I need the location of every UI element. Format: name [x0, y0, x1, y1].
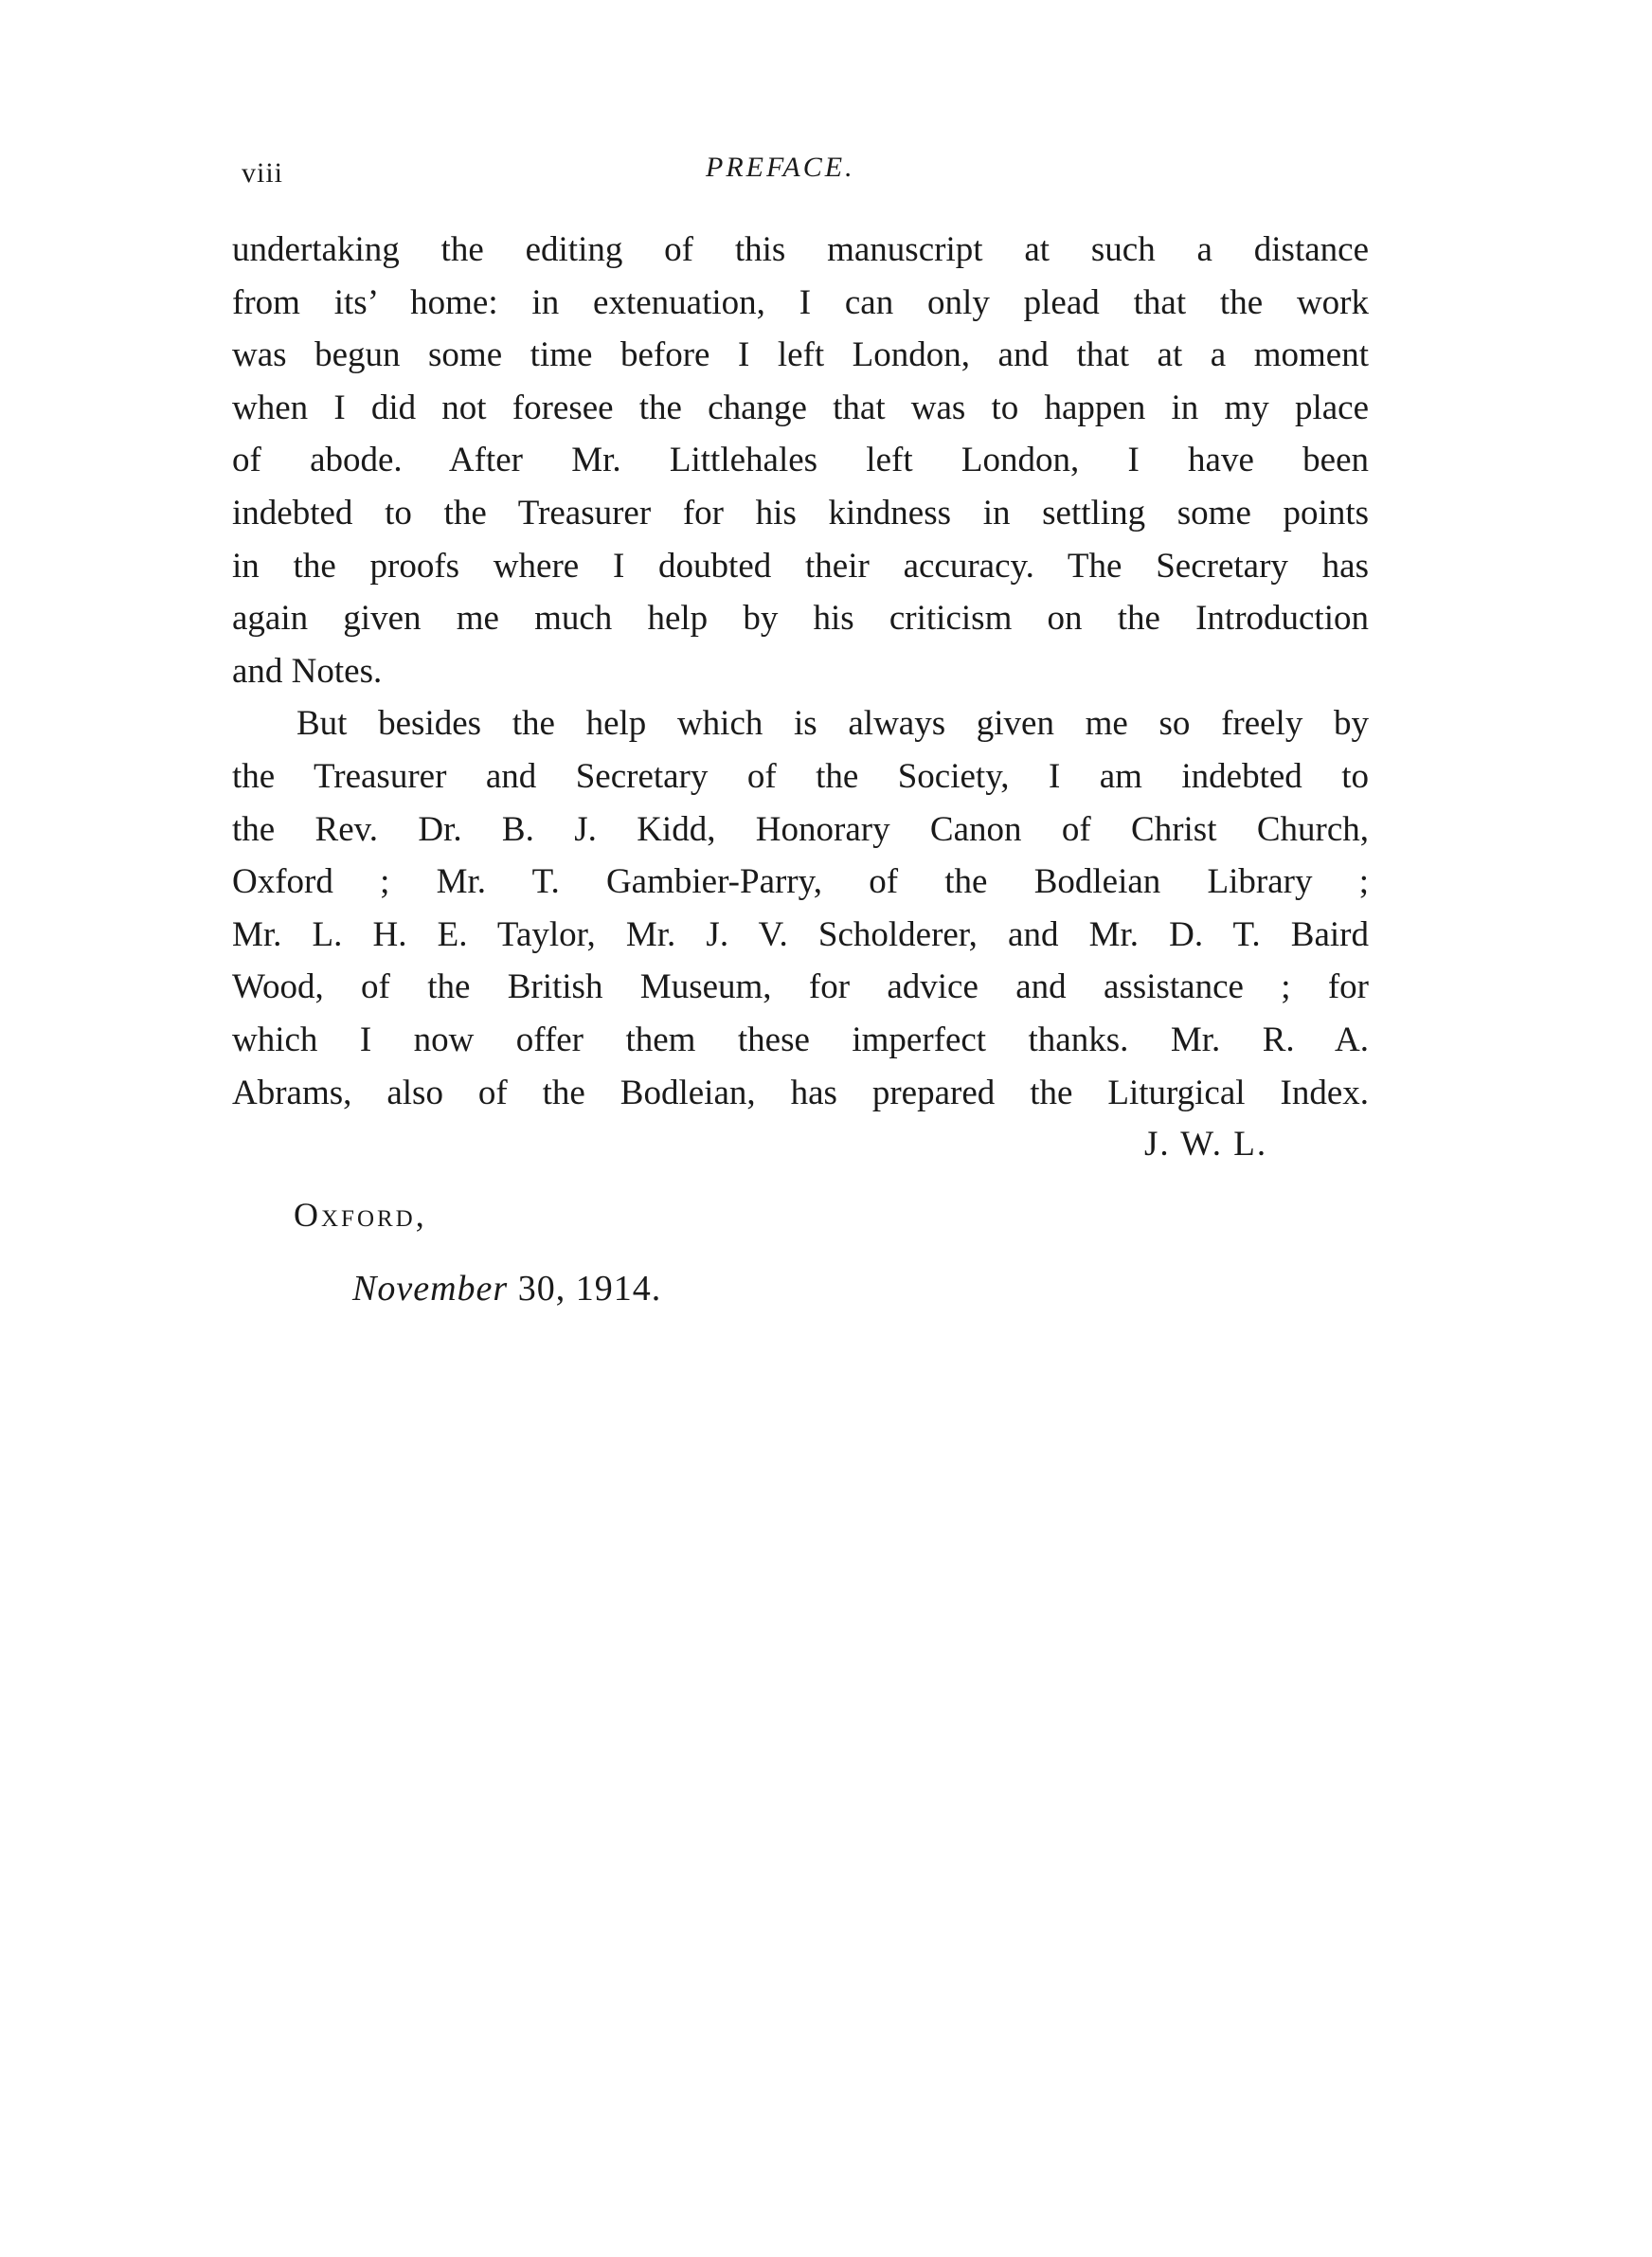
paragraph-2 [232, 697, 1369, 1119]
page-number: viii [242, 157, 284, 189]
date-month: November [352, 1269, 509, 1309]
preface-body [232, 224, 1369, 1119]
date-rest: 30, 1914. [508, 1269, 662, 1309]
text-line: of abode. After Mr. Littlehales left London, I have been [232, 441, 1369, 480]
text-line: indebted to the Treasurer for his kindness in settling some points [232, 493, 1369, 533]
text-line: from its’ home: in extenuation, I can only plead that the work [232, 282, 1369, 322]
page-header [232, 152, 1369, 193]
text-line: undertaking the editing of this manuscript at such a distance [232, 230, 1369, 269]
text-line: Abrams, also of the Bodleian, has prepared the Liturgical Index. [232, 1073, 1369, 1112]
paragraph-1 [232, 224, 1369, 697]
place-line: Oxford, [294, 1196, 427, 1234]
running-title: PREFACE. [706, 152, 855, 183]
text-line: Oxford ; Mr. T. Gambier-Parry, of the Bodleian Library ; [232, 862, 1369, 902]
text-line: and Notes. [232, 651, 383, 691]
date-line [352, 1260, 661, 1317]
text-line: Mr. L. H. E. Taylor, Mr. J. V. Scholderer, and Mr. D. T. Baird [232, 914, 1369, 954]
author-initials: J. W. L. [1144, 1125, 1268, 1164]
text-line: which I now offer them these imperfect thanks. Mr. R. A. [232, 1020, 1369, 1059]
text-line: in the proofs where I doubted their accuracy. The Secretary has [232, 546, 1369, 586]
text-line: was begun some time before I left London, and that at a moment [232, 335, 1369, 375]
text-line: the Rev. Dr. B. J. Kidd, Honorary Canon of Christ Church, [232, 809, 1369, 849]
text-line: Wood, of the British Museum, for advice and assistance ; for [232, 967, 1369, 1007]
text-line: But besides the help which is always given me so freely by [296, 704, 1369, 744]
text-line: when I did not foresee the change that was to happen in my place [232, 388, 1369, 427]
text-line: again given me much help by his criticism on the Introduction [232, 599, 1369, 639]
text-line: the Treasurer and Secretary of the Society, I am indebted to [232, 756, 1369, 796]
